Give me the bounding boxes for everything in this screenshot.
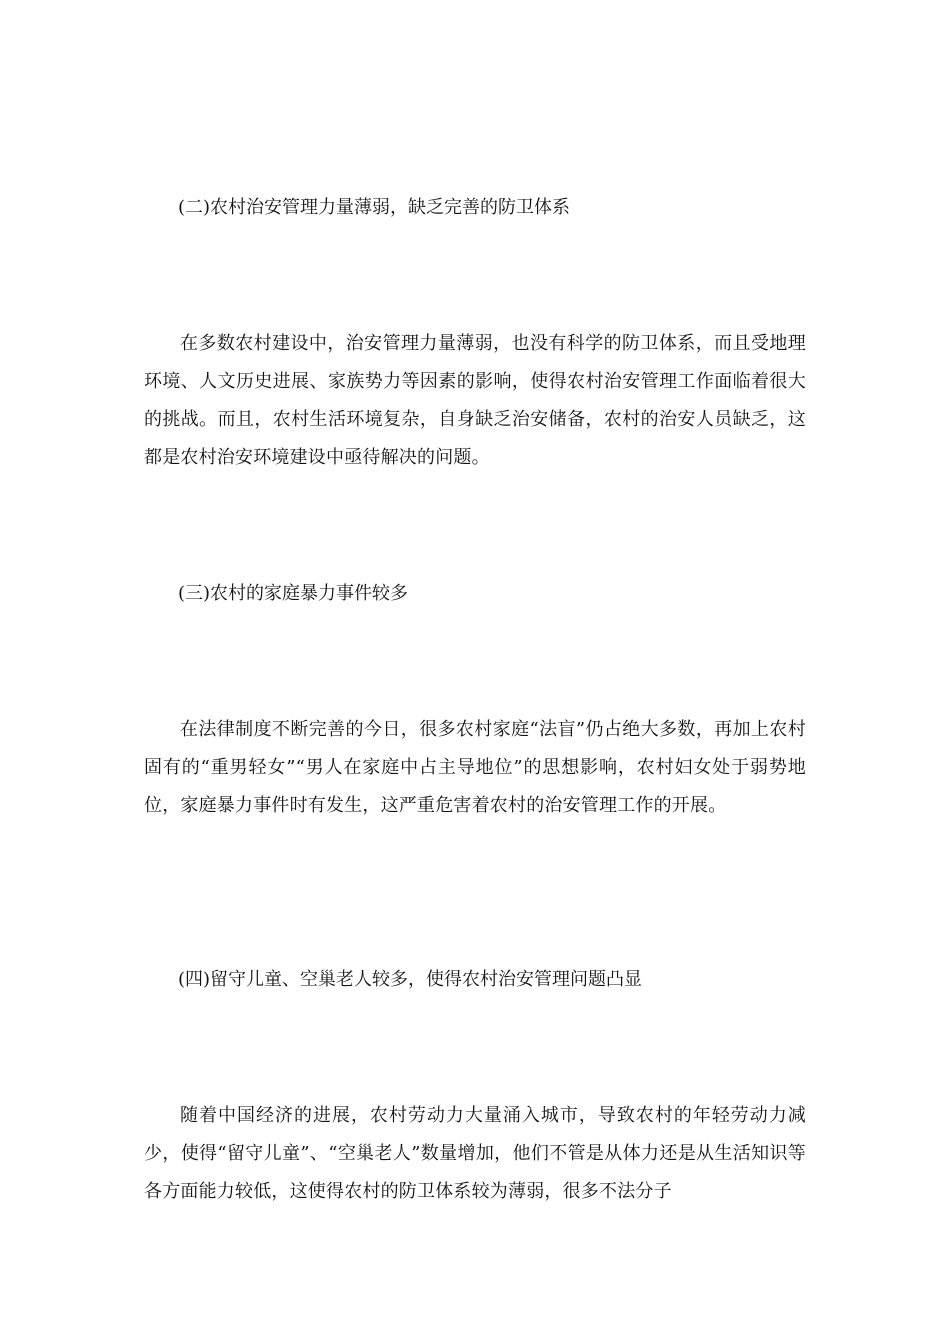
section-heading-4: (四)留守儿童、空巢老人较多，使得农村治安管理问题凸显 bbox=[178, 969, 643, 990]
section-paragraph-4: 随着中国经济的进展，农村劳动力大量涌入城市，导致农村的年轻劳动力减少，使得“留守儿童”、“空巢老人”数量增加，他们不管是从体力还是从生活知识等各方面能力较低，这使得农村的防卫体系较为薄弱，很多不法分子 bbox=[144, 1105, 806, 1202]
section-heading-2: (二)农村治安管理力量薄弱，缺乏完善的防卫体系 bbox=[178, 197, 571, 218]
section-paragraph-3: 在法律制度不断完善的今日，很多农村家庭“法盲”仍占绝大多数，再加上农村固有的“重男轻女”“男人在家庭中占主导地位”的思想影响，农村妇女处于弱势地位，家庭暴力事件时有发生，这严重危害着农村的治安管理工作的开展。 bbox=[144, 719, 806, 816]
section-heading-3: (三)农村的家庭暴力事件较多 bbox=[178, 583, 409, 604]
section-paragraph-2: 在多数农村建设中，治安管理力量薄弱，也没有科学的防卫体系，而且受地理环境、人文历史进展、家族势力等因素的影响，使得农村治安管理工作面临着很大的挑战。而且，农村生活环境复杂，自身缺乏治安储备，农村的治安人员缺乏，这都是农村治安环境建设中亟待解决的问题。 bbox=[144, 333, 806, 468]
